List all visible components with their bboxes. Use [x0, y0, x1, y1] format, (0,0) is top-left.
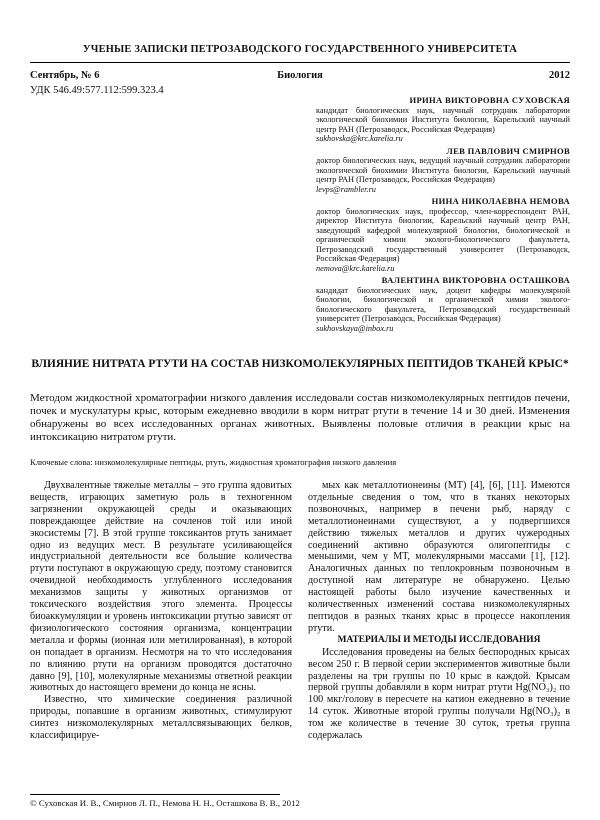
body-paragraph: Известно, что химические соединения различной природы, попавшие в организм животных, стимулируют синтез низкомолекулярных металлсвязывающих белков, классифицируе- [30, 694, 292, 742]
header-divider [30, 62, 570, 63]
body-paragraph: Исследования проведены на белых беспородных крысах весом 250 г. В первой серии экспериментов животные были разделены на три группы по 10 крыс в каждой. Крысам первой группы добавляли в корм нитрат ртути Hg(NO₃)₂ по 100 мкг/голову в пересчете на катион ежедневно в течение 14 суток. Животные второй группы получали Hg(NO₃)₂ в том же количестве в течение 30 суток, третья группа содержалась [308, 646, 570, 742]
issue-year: 2012 [549, 70, 570, 81]
author-list [316, 96, 570, 336]
author-email[interactable]: levps@rambler.ru [316, 184, 376, 194]
body-column-left [30, 480, 292, 742]
section-heading: МАТЕРИАЛЫ И МЕТОДЫ ИССЛЕДОВАНИЯ [337, 634, 541, 645]
author-affiliation: кандидат биологических наук, научный сотрудник лаборатории экологической биохимии Института биологии, Карельский научный центр РАН (Петрозаводск, Российская Федерация) [316, 105, 570, 134]
article-title: ВЛИЯНИЕ НИТРАТА РТУТИ НА СОСТАВ НИЗКОМОЛЕКУЛЯРНЫХ ПЕПТИДОВ ТКАНЕЙ КРЫС* [31, 358, 569, 370]
footnote-divider [30, 794, 280, 795]
author-block [316, 197, 570, 273]
author-email[interactable]: sukhovskaya@inbox.ru [316, 323, 394, 333]
author-affiliation: кандидат биологических наук, доцент кафедры молекулярной биологии, биологической и органической химии эколого-биологического факультета, Петрозаводский государственный университет (Петрозаводск, Российская Федерация) [316, 285, 570, 323]
udk-code: УДК 546.49:577.112:599.323.4 [30, 85, 164, 96]
author-block [316, 276, 570, 333]
author-name: ЛЕВ ПАВЛОВИЧ СМИРНОВ [446, 145, 570, 156]
body-column-right [308, 480, 570, 742]
abstract: Методом жидкостной хроматографии низкого давления исследовали состав низкомолекулярных пептидов печени, почек и мускулатуры крыс, которым ежедневно вводили в корм нитрат ртути в течение 14 и 30 дней. Изменения обнаружены во всех исследованных органах животных. Выявлены половые отличия в реакции крыс на интоксикацию нитратом ртути. [30, 392, 570, 443]
body-paragraph: Двухвалентные тяжелые металлы – это группа ядовитых веществ, играющих заметную роль в техногенном загрязнении окружающей среды и оказывающих повреждающее действие на сочленов той или иной экосистемы [7]. В этой группе токсикантов ртуть занимает одно из ведущих мест. В результате усиливающейся индустриальной деятельности все большие количества ртути поступают в окружающую среду, поэтому становится очевидной необходимость углубленного исследования механизмов защиты у животных организмов от токсического воздействия этого элемента. Процессы биоаккумуляции и уровень интоксикации ртутью зависят от физиологического состояния организма, концентрации металла и формы (ионная или метилированная), в которой он попадает в организм. Несмотря на то что исследования по влиянию ртути на организм проводятся достаточно давно [9], [10], молекулярные механизмы ответной реакции животных до настоящего времени до конца не ясны. [30, 480, 292, 694]
author-block [316, 96, 570, 144]
author-affiliation: доктор биологических наук, ведущий научный сотрудник лаборатории экологической биохимии Института биологии, Карельский научный центр РАН (Петрозаводск, Российская Федерация) [316, 156, 570, 184]
issue-number: Сентябрь, № 6 [30, 70, 100, 81]
author-email[interactable]: nemova@krc.karelia.ru [316, 263, 395, 273]
body-paragraph: мых как металлотионеины (МТ) [4], [6], [11]. Имеются отдельные сведения о том, что в тканях некоторых позвоночных, например в печени рыб, наряду с металлотионеинами существуют, а у подвергшихся действию тяжелых металлов и других чужеродных соединений активно образуются олигопептиды с меньшими, чем у МТ, молекулярными массами [1], [12]. Аналогичных данных по теплокровным позвоночным в доступной нам литературе не обнаружено. Целью настоящей работы было изучение качественных и количественных изменений состава низкомолекулярных пептидов в разных тканях крыс в процессе накопления ртути. [308, 480, 570, 634]
author-block [316, 147, 570, 195]
author-affiliation: доктор биологических наук, профессор, член-корреспондент РАН, директор Института биологии, Карельский научный центр РАН, заведующий кафедрой молекулярной биологии, биологической и органической химии эколого-биологического факультета, Петрозаводский государственный университет (Петрозаводск, Российская Федерация) [316, 206, 570, 263]
author-email[interactable]: sukhovska@krc.karelia.ru [316, 134, 403, 143]
section-name: Биология [277, 70, 323, 81]
author-name: ВАЛЕНТИНА ВИКТОРОВНА ОСТАШКОВА [381, 275, 570, 285]
keywords: Ключевые слова: низкомолекулярные пептиды, ртуть, жидкостная хроматография низкого давления [30, 457, 397, 467]
copyright-notice: © Суховская И. В., Смирнов Л. П., Немова Н. Н., Осташкова В. В., 2012 [30, 798, 300, 808]
journal-title: УЧЕНЫЕ ЗАПИСКИ ПЕТРОЗАВОДСКОГО ГОСУДАРСТВЕННОГО УНИВЕРСИТЕТА [82, 44, 518, 55]
author-name: ИРИНА ВИКТОРОВНА СУХОВСКАЯ [409, 95, 570, 105]
author-name: НИНА НИКОЛАЕВНА НЕМОВА [431, 196, 570, 206]
